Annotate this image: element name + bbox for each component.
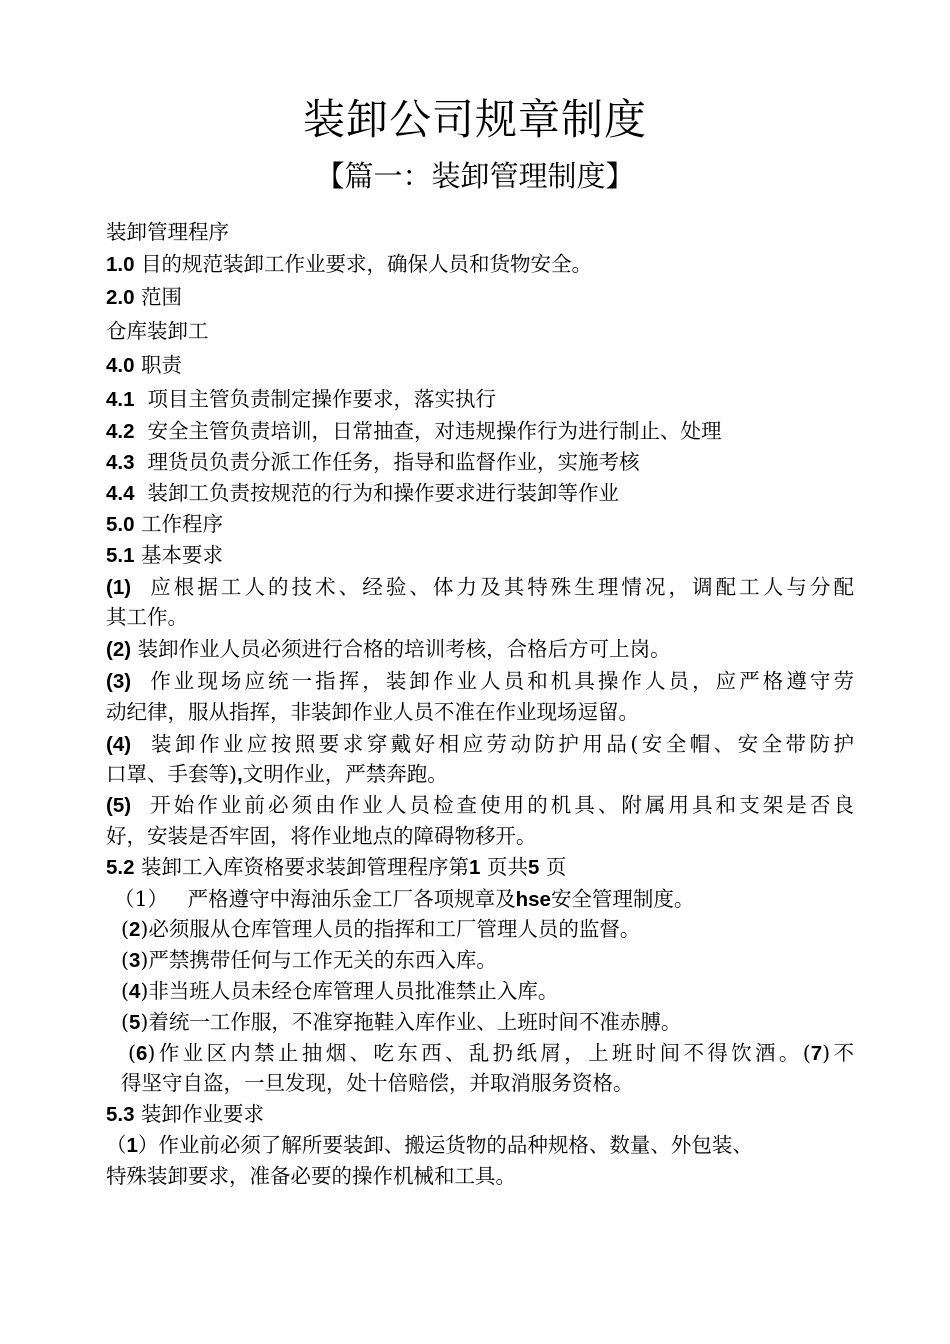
text-line: 得坚守自盗，一旦发现，处十倍赔偿，并取消服务资格。 [121, 1071, 634, 1095]
text-line: 5.0 工作程序 [106, 512, 224, 536]
text-line: (2)必须服从仓库管理人员的指挥和工厂管理人员的监督。 [121, 917, 641, 941]
text-line: 1.0 目的规范装卸工作业要求，确保人员和货物安全。 [106, 252, 593, 276]
text-line: （1） 严格遵守中海油乐金工厂各项规章及hse安全管理制度。 [114, 887, 695, 911]
text-line: (2) 装卸作业人员必须进行合格的培训考核，合格后方可上岗。 [106, 637, 671, 661]
text-line: 动纪律，服从指挥，非装卸作业人员不准在作业现场逗留。 [106, 700, 639, 724]
text-line: （1）作业前必须了解所要装卸、搬运货物的品种规格、数量、外包装、 [106, 1133, 753, 1157]
text-line: 2.0 范围 [106, 285, 183, 309]
text-line: (3)严禁携带任何与工作无关的东西入库。 [121, 948, 497, 972]
text-line: 4.4 装卸工负责按规范的行为和操作要求进行装卸等作业 [106, 481, 620, 505]
text-line: 装卸管理程序 [106, 220, 229, 244]
text-line: 口罩、手套等),文明作业，严禁奔跑。 [106, 762, 448, 786]
text-line: 5.1 基本要求 [106, 543, 224, 567]
text-line: 其工作。 [106, 605, 188, 629]
text-line: 4.1 项目主管负责制定操作要求，落实执行 [106, 387, 497, 411]
text-line: 好，安装是否牢固，将作业地点的障碍物移开。 [106, 824, 537, 848]
text-line: 特殊装卸要求，准备必要的操作机械和工具。 [106, 1164, 516, 1188]
text-line: 5.3 装卸作业要求 [106, 1102, 265, 1126]
document-title: 装卸公司规章制度 [302, 95, 647, 144]
text-line: 4.2 安全主管负责培训，日常抽查，对违规操作行为进行制止、处理 [106, 419, 722, 443]
text-line: (4) 装卸作业应按照要求穿戴好相应劳动防护用品(安全帽、安全带防护 [106, 732, 854, 756]
text-line: 5.2 装卸工入库资格要求装卸管理程序第1 页共5 页 [106, 855, 567, 879]
text-line: (6)作业区内禁止抽烟、吃东西、乱扔纸屑，上班时间不得饮酒。(7)不 [128, 1041, 855, 1065]
text-line: (5)着统一工作服，不准穿拖鞋入库作业、上班时间不准赤膊。 [121, 1010, 682, 1034]
text-line: 4.3 理货员负责分派工作任务，指导和监督作业，实施考核 [106, 450, 640, 474]
text-line: 仓库装卸工 [106, 319, 209, 343]
text-line: (1) 应根据工人的技术、经验、体力及其特殊生理情况，调配工人与分配 [106, 575, 854, 599]
text-line: (5) 开始作业前必须由作业人员检查使用的机具、附属用具和支架是否良 [106, 793, 854, 817]
text-line: (3) 作业现场应统一指挥，装卸作业人员和机具操作人员，应严格遵守劳 [106, 669, 854, 693]
text-line: (4)非当班人员未经仓库管理人员批准禁止入库。 [121, 979, 559, 1003]
section-heading: 【篇一：装卸管理制度】 [315, 159, 635, 193]
text-line: 4.0 职责 [106, 353, 183, 377]
